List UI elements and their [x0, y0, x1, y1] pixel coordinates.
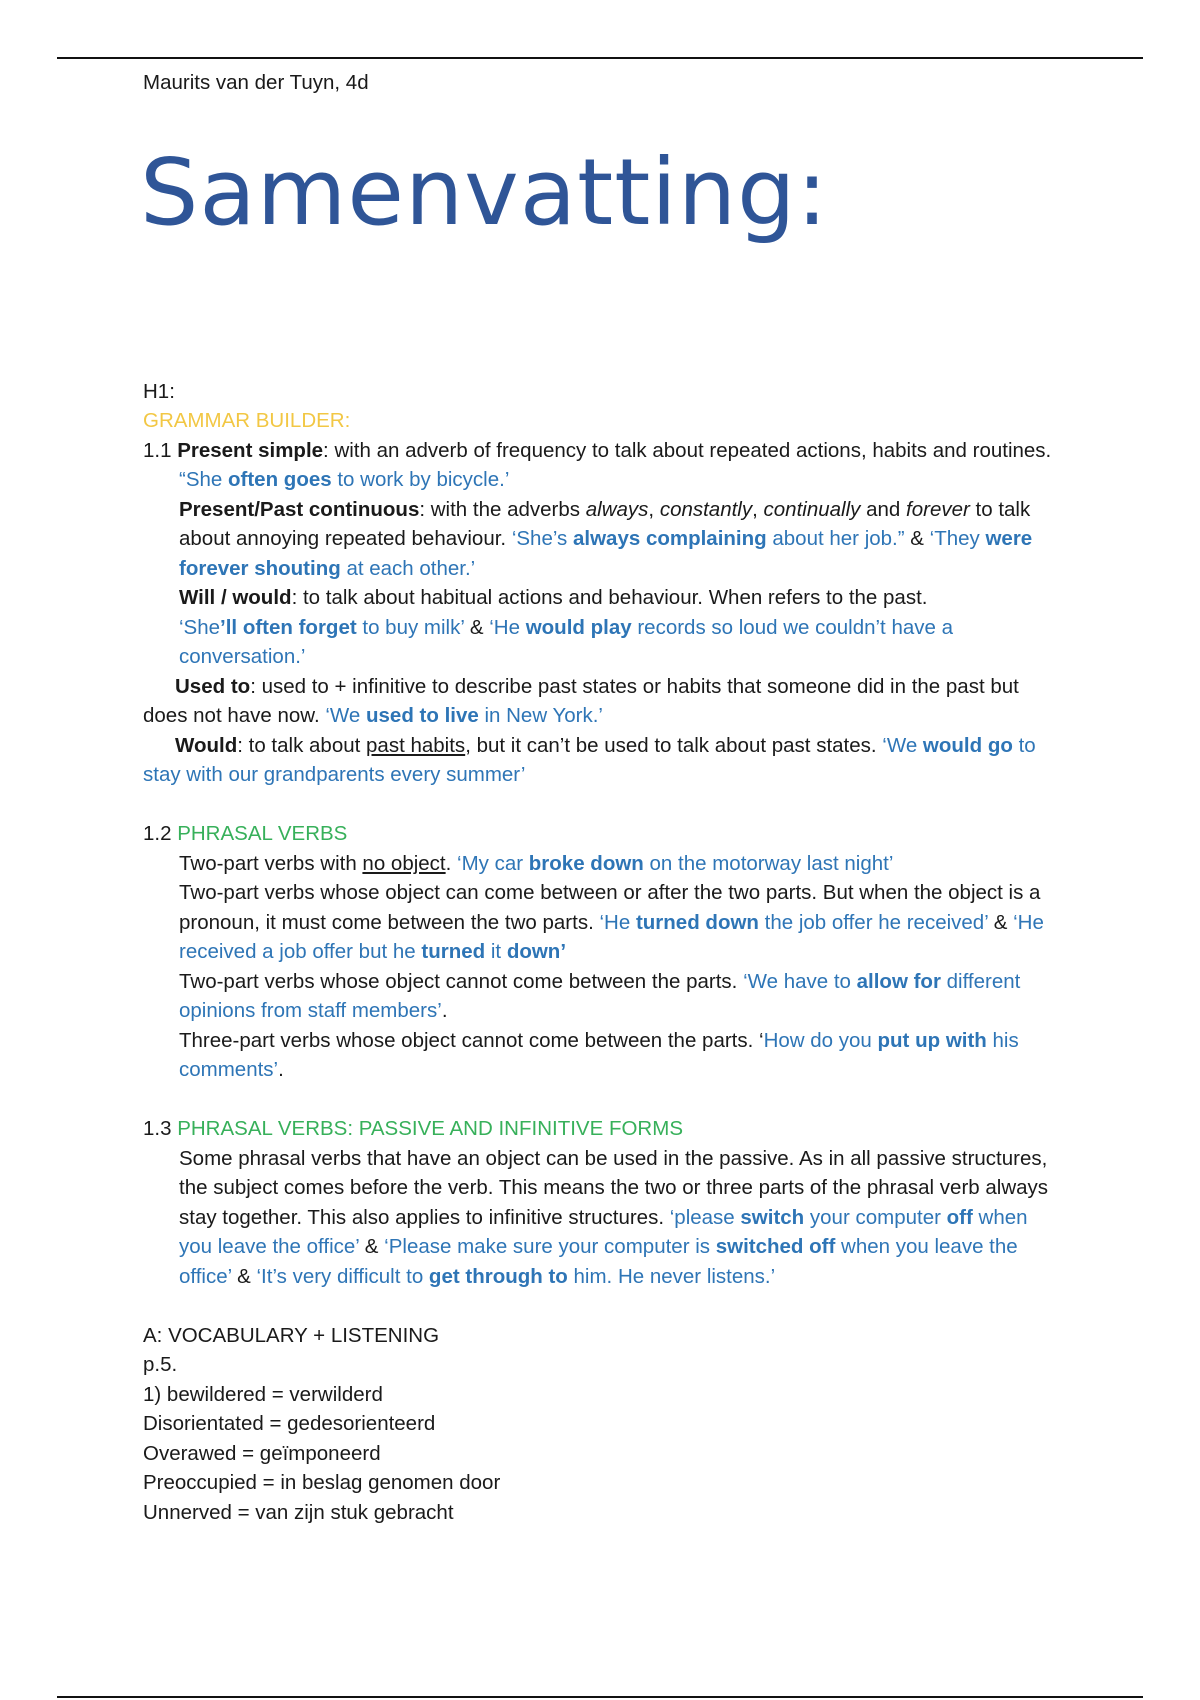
document-title: Samenvatting: — [140, 138, 829, 246]
present-simple-paragraph: 1.1 Present simple: with an adverb of frequency to talk about repeated actions, habits and routines. “She often goes to work by bicycle.’ — [143, 438, 1052, 491]
phrasal-verbs-heading: 1.2 PHRASAL VERBS — [143, 822, 348, 845]
vocabulary-item: Preoccupied = in beslag genomen door — [143, 1471, 501, 1494]
chapter-heading: H1: — [143, 379, 175, 403]
present-past-continuous-paragraph: Present/Past continuous: with the adverbs always, constantly, continually and forever to talk about annoying repeated behaviour. ‘She’s always complaining about her job.” & ‘They were forever shouting at each other.’ — [179, 497, 1033, 580]
phrasal-no-object-paragraph: Two-part verbs with no object. ‘My car broke down on the motorway last night’ — [179, 851, 894, 875]
bottom-rule — [57, 1696, 1143, 1698]
vocabulary-item: 1) bewildered = verwilderd — [143, 1382, 383, 1406]
phrasal-inseparable-paragraph: Two-part verbs whose object cannot come between the parts. ‘We have to allow for different opinions from staff members’. — [179, 969, 1021, 1022]
phrasal-passive-heading: 1.3 PHRASAL VERBS: PASSIVE AND INFINITIVE FORMS — [143, 1117, 683, 1140]
grammar-builder-heading: GRAMMAR BUILDER: — [143, 409, 351, 432]
vocabulary-page: p.5. — [143, 1353, 178, 1376]
vocabulary-heading: A: VOCABULARY + LISTENING — [143, 1323, 440, 1347]
author-line: Maurits van der Tuyn, 4d — [143, 71, 369, 94]
document-page — [140, 68, 1063, 1527]
used-to-paragraph: Used to: used to + infinitive to describe past states or habits that someone did in the past but does not have now. ‘We used to live in New York.’ — [143, 674, 1019, 727]
vocabulary-item: Disorientated = gedesorienteerd — [143, 1412, 436, 1435]
vocabulary-item: Unnerved = van zijn stuk gebracht — [143, 1500, 454, 1524]
phrasal-separable-paragraph: Two-part verbs whose object can come between or after the two parts. But when the object is a pronoun, it must come between the two parts. ‘He turned down the job offer he received’ & ‘He received a job offer but he turned it down’ — [179, 881, 1044, 963]
phrasal-passive-paragraph: Some phrasal verbs that have an object can be used in the passive. As in all passive structures, the subject comes before the verb. This means the two or three parts of the phrasal verb always stay together. This also applies to infinitive structures. ‘please switch your computer off when you leave the office’ & ‘Please make sure your computer is switched off when you leave the office’ & ‘It’s very difficult to get through to him. He never listens.’ — [179, 1146, 1049, 1288]
top-rule — [57, 57, 1143, 59]
will-would-paragraph: Will / would: to talk about habitual actions and behaviour. When refers to the past. ‘She’ll often forget to buy milk’ & ‘He would play records so loud we couldn’t have a conversation.’ — [179, 586, 953, 668]
phrasal-three-part-paragraph: Three-part verbs whose object cannot come between the parts. ‘How do you put up with his comments’. — [179, 1028, 1019, 1081]
would-paragraph: Would: to talk about past habits, but it can’t be used to talk about past states. ‘We would go to stay with our grandparents every summer’ — [143, 733, 1036, 786]
vocabulary-item: Overawed = geïmponeerd — [143, 1441, 381, 1465]
